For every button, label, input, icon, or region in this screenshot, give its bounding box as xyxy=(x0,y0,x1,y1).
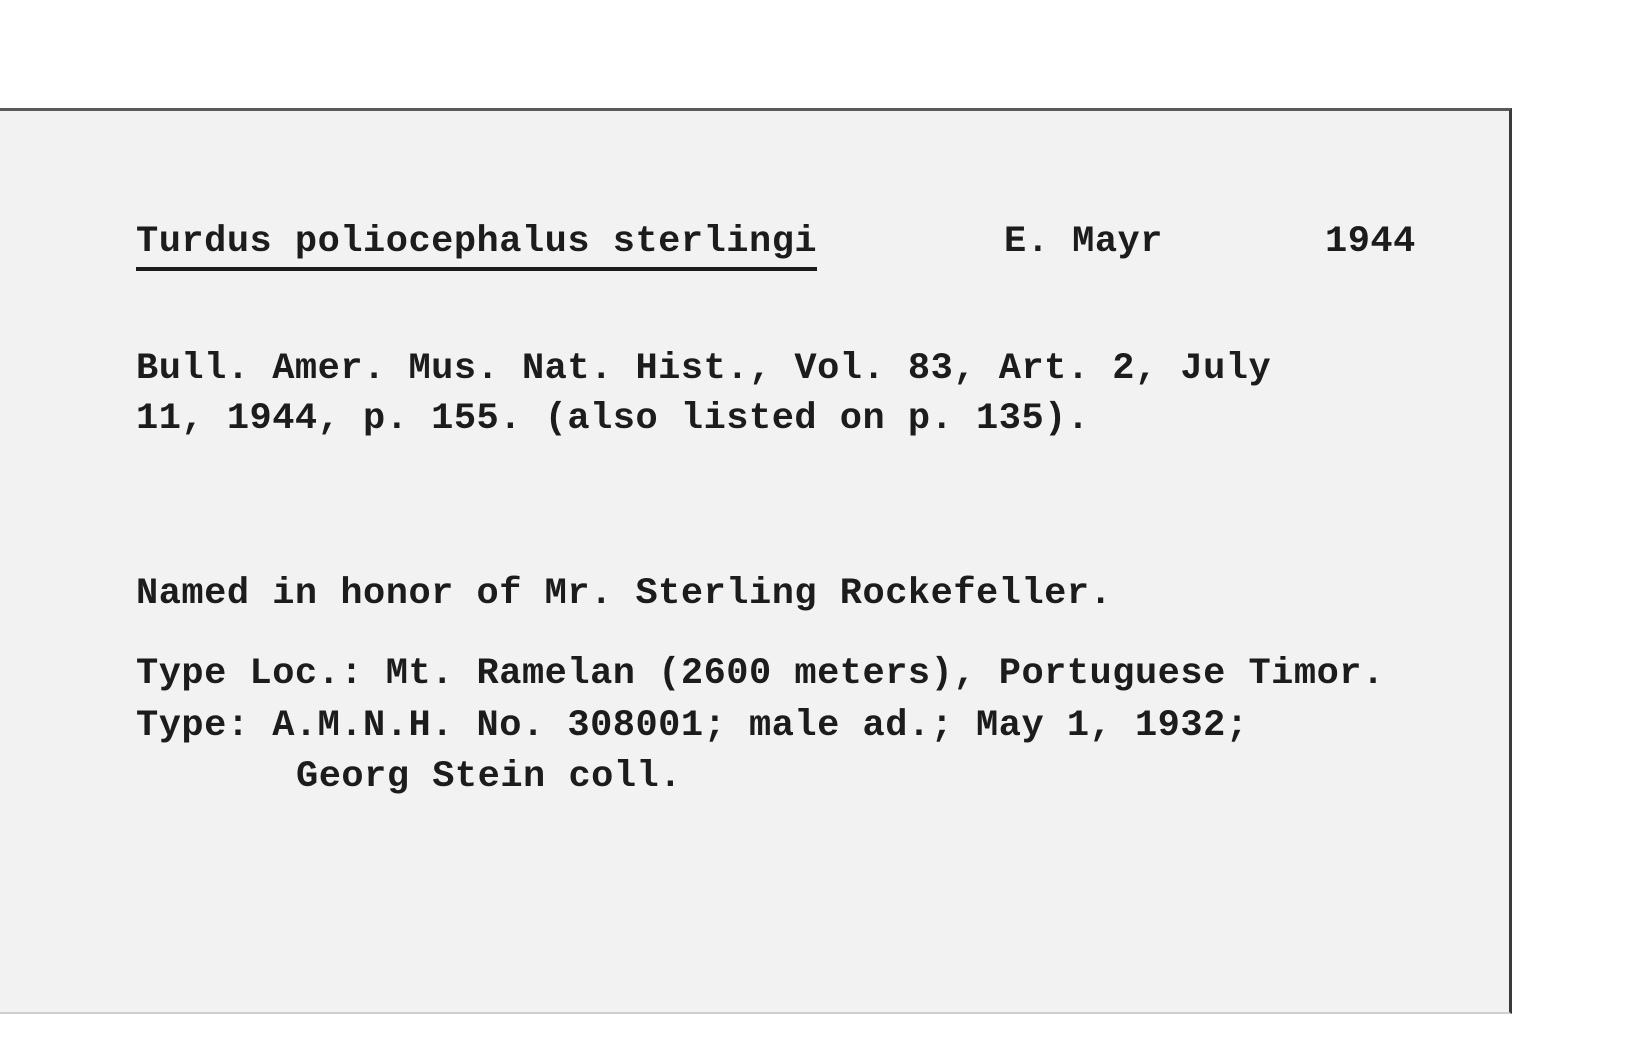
publication-year: 1944 xyxy=(1325,221,1416,263)
type-specimen-line-1: Type: A.M.N.H. No. 308001; male ad.; May 1, 1932; xyxy=(136,705,1249,747)
etymology-note: Named in honor of Mr. Sterling Rockefeller. xyxy=(136,573,1113,615)
species-name: Turdus poliocephalus sterlingi xyxy=(136,224,817,271)
citation-line-2: 11, 1944, p. 155. (also listed on p. 135). xyxy=(136,398,1090,440)
type-locality: Type Loc.: Mt. Ramelan (2600 meters), Portuguese Timor. xyxy=(136,653,1385,695)
citation-line-1: Bull. Amer. Mus. Nat. Hist., Vol. 83, Art. 2, July xyxy=(136,348,1272,390)
author-name: E. Mayr xyxy=(1004,221,1163,263)
index-card xyxy=(0,108,1512,1014)
type-specimen-line-2: Georg Stein coll. xyxy=(296,756,682,798)
